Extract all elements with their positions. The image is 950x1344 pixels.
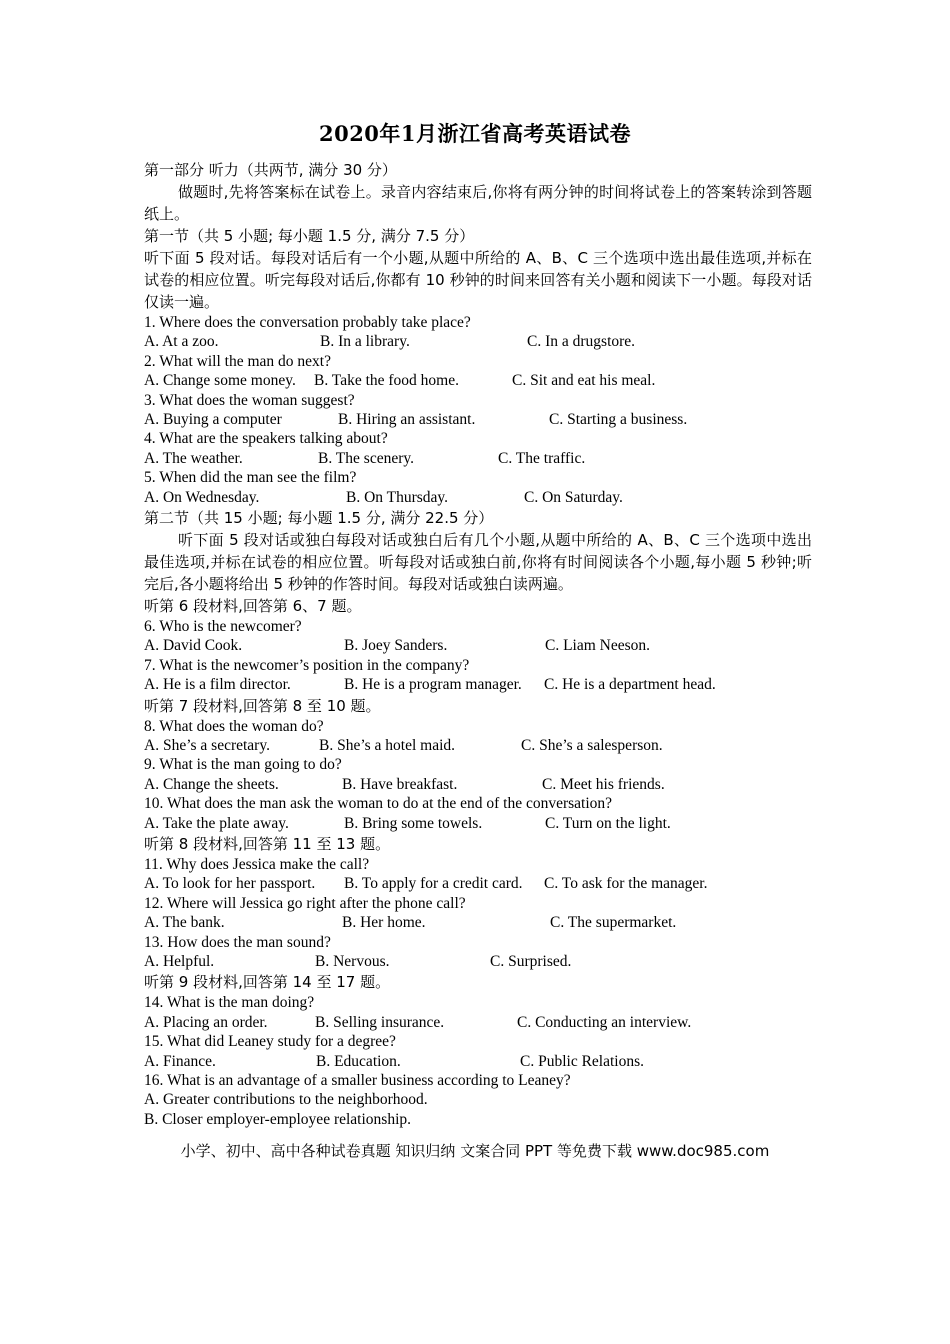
option-c: C. On Saturday.	[524, 488, 623, 506]
question-stem: 15. What did Leaney study for a degree?	[144, 1033, 396, 1051]
option-a: A. Change the sheets.	[144, 775, 279, 793]
question-options	[144, 371, 812, 390]
option-a: A. Take the plate away.	[144, 814, 289, 832]
question-stem: 6. Who is the newcomer?	[144, 617, 302, 635]
exam-content	[144, 159, 812, 1129]
material-8-heading: 听第 8 段材料,回答第 11 至 13 题。	[144, 834, 391, 853]
question-options	[144, 736, 812, 755]
option-a: A. Helpful.	[144, 952, 215, 970]
option-b: B. Hiring an assistant.	[338, 411, 476, 428]
question-stem: 9. What is the man going to do?	[144, 756, 342, 774]
question-stem: 7. What is the newcomer’s position in the company?	[144, 656, 470, 674]
option-a: A. Change some money.	[144, 372, 296, 390]
option-a: A. Buying a computer	[144, 411, 282, 428]
question-stem: 14. What is the man doing?	[144, 994, 315, 1012]
material-7-heading: 听第 7 段材料,回答第 8 至 10 题。	[144, 696, 381, 715]
question-options	[144, 488, 812, 507]
question-options	[144, 636, 812, 655]
option-c: C. To ask for the manager.	[544, 875, 708, 893]
material-6-heading: 听第 6 段材料,回答第 6、7 题。	[144, 596, 362, 615]
option-c: C. Sit and eat his meal.	[512, 372, 656, 390]
option-a: A. David Cook.	[144, 637, 243, 655]
question-stem: 4. What are the speakers talking about?	[144, 430, 388, 448]
option-b: B. Nervous.	[315, 952, 390, 970]
option-c: C. Surprised.	[490, 952, 572, 970]
option-b: B. The scenery.	[318, 449, 414, 467]
option-a: A. The bank.	[144, 914, 225, 932]
question-options	[144, 775, 812, 794]
option-b: B. In a library.	[320, 333, 410, 351]
question-stem: 2. What will the man do next?	[144, 352, 331, 370]
question-stem: 8. What does the woman do?	[144, 717, 324, 735]
option-c: C. Public Relations.	[520, 1052, 644, 1070]
option-c: C. Meet his friends.	[542, 775, 665, 793]
option-a: A. To look for her passport.	[144, 875, 316, 893]
option-a: A. On Wednesday.	[144, 488, 260, 506]
question-options	[144, 449, 812, 468]
section2-heading: 第二节（共 15 小题; 每小题 1.5 分, 满分 22.5 分）	[144, 508, 494, 527]
option-c: C. She’s a salesperson.	[521, 736, 663, 754]
option-b: B. Closer employer-employee relationship.	[144, 1110, 411, 1128]
option-c: C. Starting a business.	[549, 411, 688, 428]
option-b: B. Take the food home.	[314, 372, 459, 390]
question-options	[144, 874, 812, 893]
option-c: C. The traffic.	[498, 449, 586, 467]
question-options	[144, 1052, 812, 1071]
page-title: 2020年1月浙江省高考英语试卷	[318, 121, 632, 146]
question-stem: 10. What does the man ask the woman to do at the end of the conversation?	[144, 795, 613, 813]
option-a: A. Greater contributions to the neighborhood.	[144, 1091, 428, 1109]
option-c: C. Conducting an interview.	[517, 1013, 692, 1031]
option-c: C. In a drugstore.	[527, 333, 636, 351]
option-b: B. Education.	[316, 1052, 401, 1070]
option-a: A. Finance.	[144, 1052, 216, 1070]
footer-download-note: 小学、初中、高中各种试卷真题 知识归纳 文案合同 PPT 等免费下载 www.doc985.com	[180, 1142, 770, 1160]
section1-instruction: 听下面 5 段对话。每段对话后有一个小题,从题中所给的 A、B、C 三个选项中选出最佳选项,并标在试卷的相应位置。听完每段对话后,你都有 10 秒钟的时间来回答有关小题和阅读下一小题。每段对话仅读一遍。	[144, 249, 812, 311]
option-a: A. She’s a secretary.	[144, 736, 270, 754]
option-b: B. Selling insurance.	[315, 1013, 445, 1031]
option-b: B. Her home.	[342, 914, 426, 932]
question-stem: 11. Why does Jessica make the call?	[144, 855, 370, 873]
option-b: B. To apply for a credit card.	[344, 875, 523, 893]
option-b: B. Joey Sanders.	[344, 637, 448, 655]
question-options	[144, 952, 812, 971]
question-stem: 3. What does the woman suggest?	[144, 391, 355, 409]
question-stem: 12. Where will Jessica go right after the phone call?	[144, 894, 466, 912]
section1-heading: 第一节（共 5 小题; 每小题 1.5 分, 满分 7.5 分）	[144, 227, 475, 245]
option-c: C. Turn on the light.	[545, 814, 671, 832]
material-9-heading: 听第 9 段材料,回答第 14 至 17 题。	[144, 973, 391, 992]
option-a: A. At a zoo.	[144, 333, 219, 351]
part1-instruction: 做题时,先将答案标在试卷上。录音内容结束后,你将有两分钟的时间将试卷上的答案转涂到答题纸上。	[144, 183, 812, 223]
question-options	[144, 814, 812, 833]
option-a: A. The weather.	[144, 449, 243, 467]
question-stem: 13. How does the man sound?	[144, 933, 331, 951]
question-options	[144, 913, 812, 932]
option-c: C. The supermarket.	[550, 914, 677, 932]
option-b: B. He is a program manager.	[344, 676, 522, 694]
option-b: B. She’s a hotel maid.	[319, 736, 456, 754]
question-options	[144, 410, 812, 429]
section2-instruction: 听下面 5 段对话或独白每段对话或独白后有几个小题,从题中所给的 A、B、C 三个选项中选出最佳选项,并标在试卷的相应位置。听每段对话或独白前,你将有时间阅读各个小题,每小题 5 秒钟;听完后,各小题将给出 5 秒钟的作答时间。每段对话或独白读两遍。	[144, 530, 812, 593]
question-options	[144, 332, 812, 351]
option-a: A. Placing an order.	[144, 1013, 268, 1031]
option-b: B. Have breakfast.	[342, 775, 458, 793]
question-stem: 1. Where does the conversation probably take place?	[144, 314, 471, 331]
question-stem: 5. When did the man see the film?	[144, 469, 357, 487]
option-a: A. He is a film director.	[144, 676, 291, 694]
question-options	[144, 675, 812, 694]
question-options	[144, 1013, 812, 1032]
question-stem: 16. What is an advantage of a smaller business according to Leaney?	[144, 1071, 571, 1089]
option-c: C. Liam Neeson.	[545, 637, 651, 655]
option-c: C. He is a department head.	[544, 676, 716, 694]
option-b: B. Bring some towels.	[344, 814, 483, 832]
option-b: B. On Thursday.	[346, 488, 449, 506]
part1-heading: 第一部分 听力（共两节, 满分 30 分）	[144, 161, 397, 179]
